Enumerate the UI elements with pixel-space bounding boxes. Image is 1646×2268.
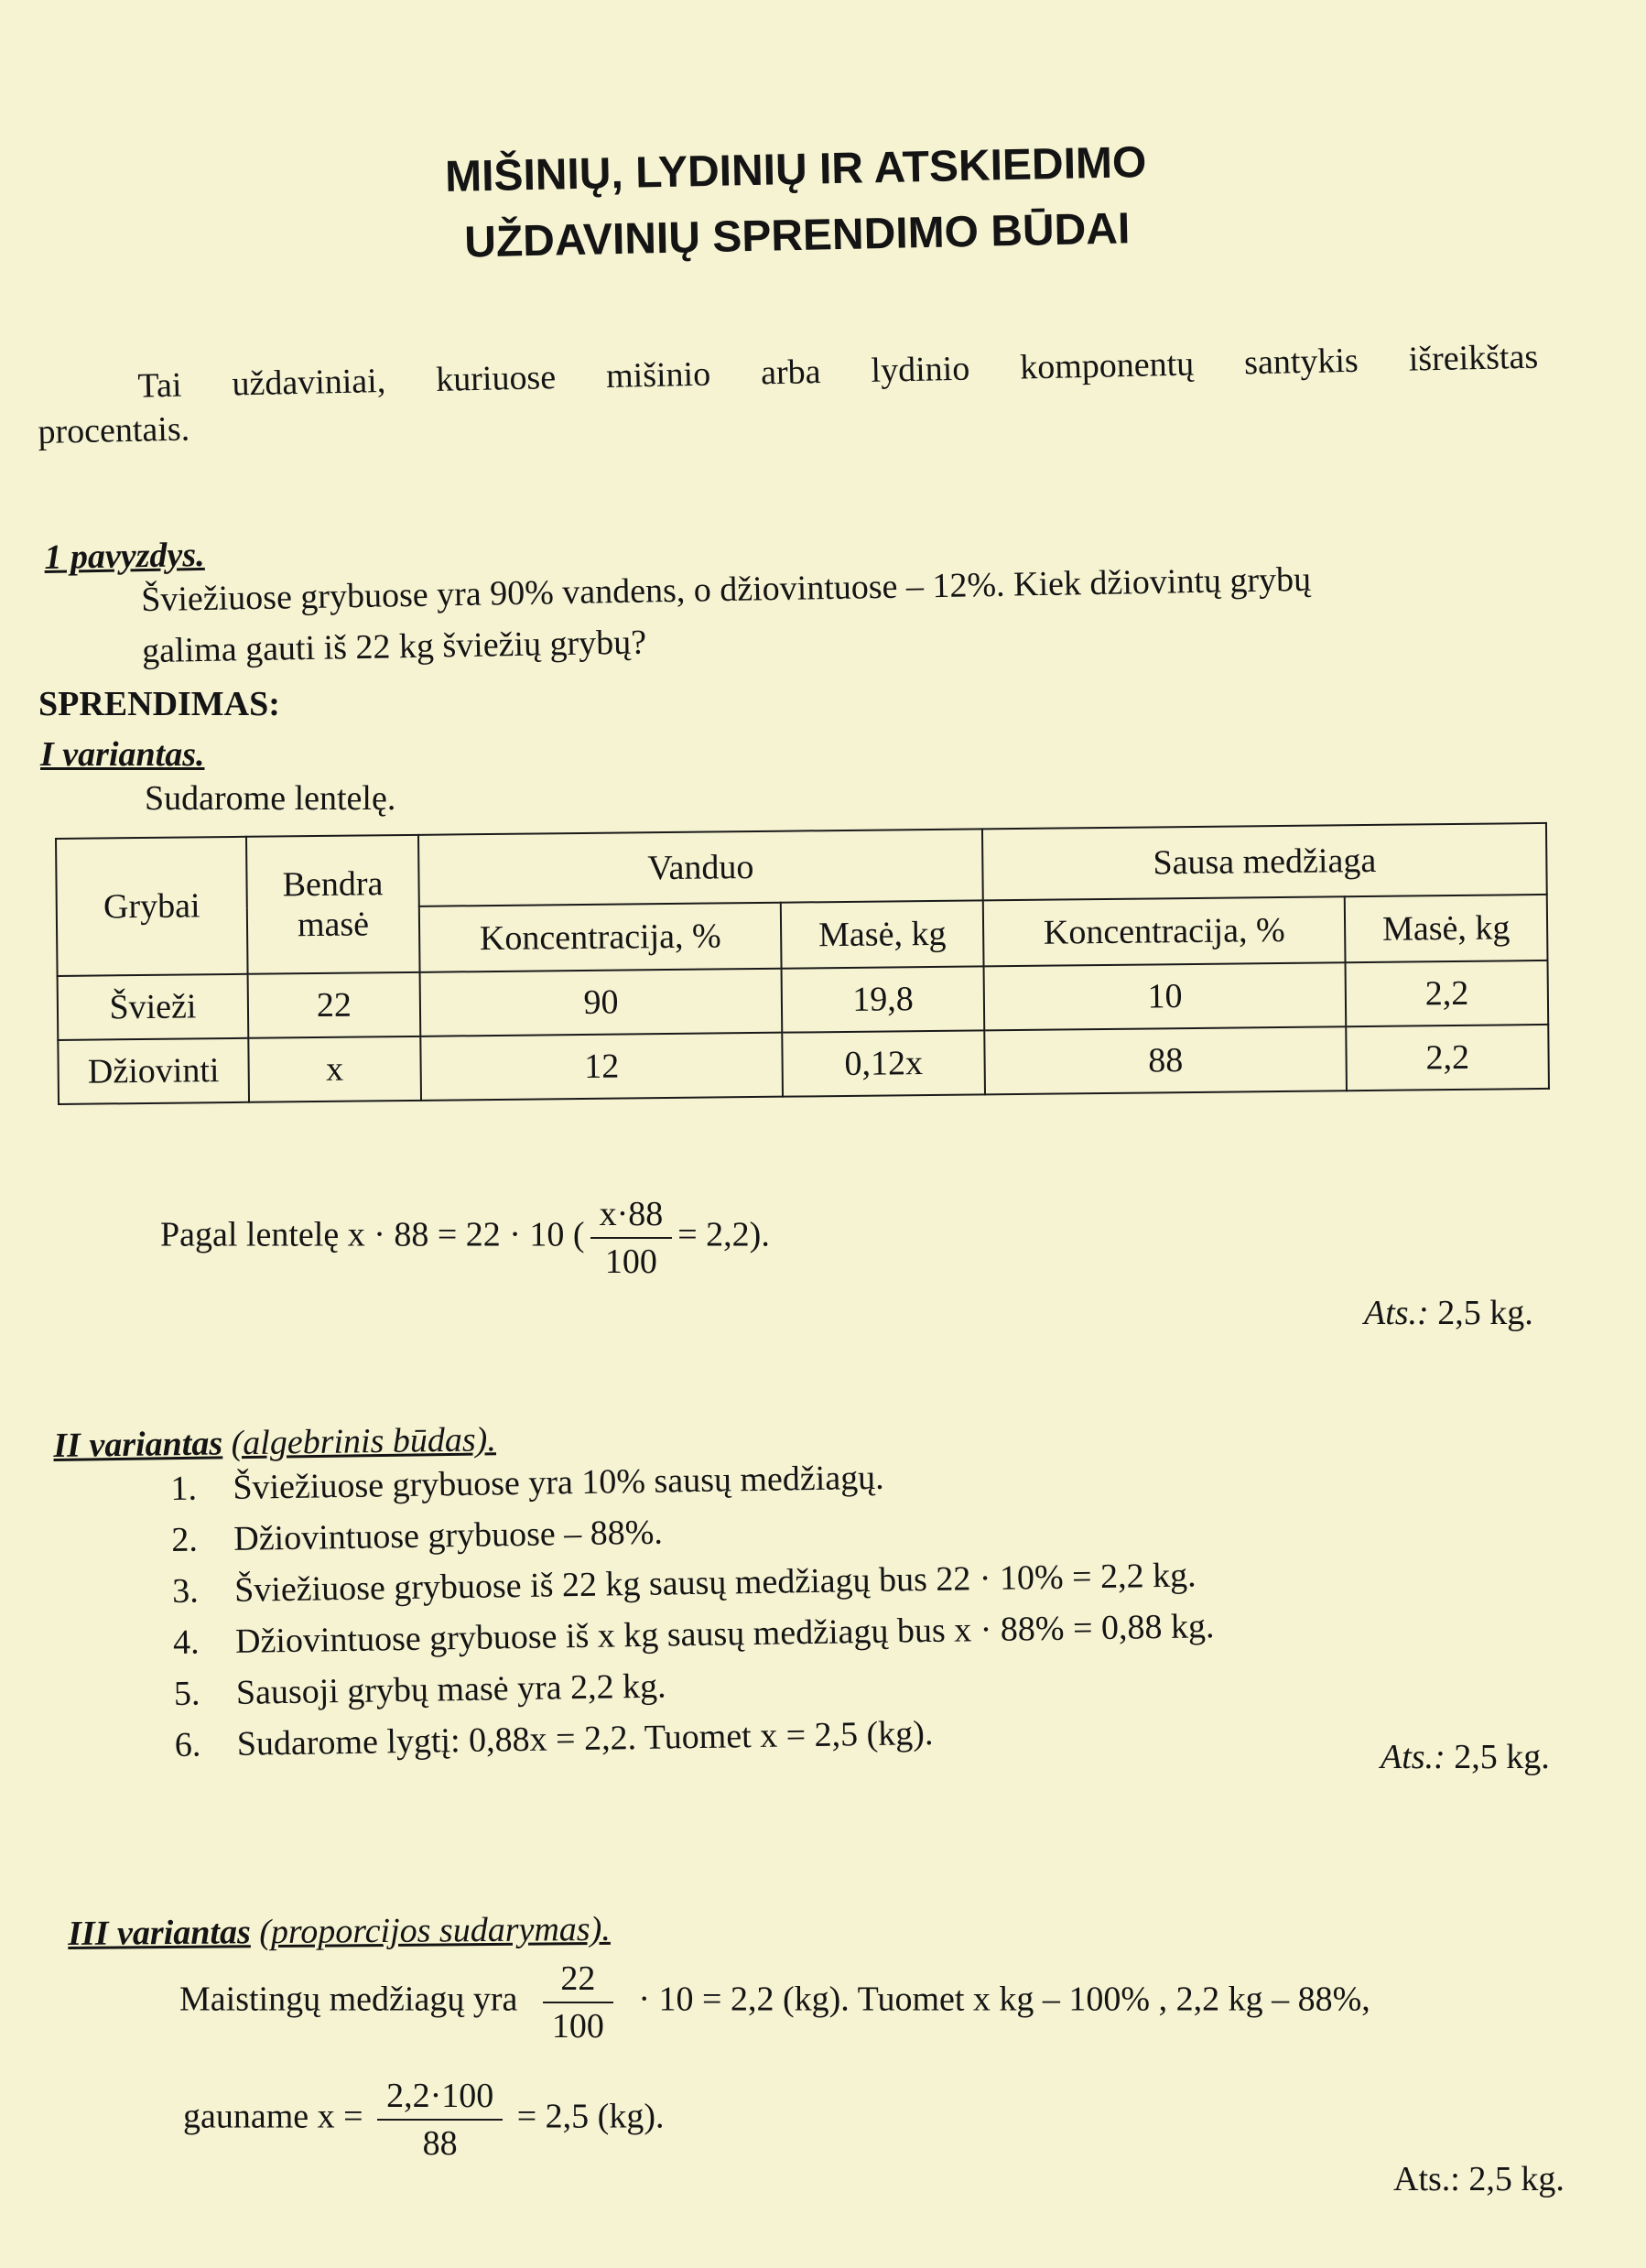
- variant-3-heading-bold: III variantas: [68, 1913, 251, 1953]
- data-table: [55, 822, 1550, 1105]
- subheader-vanduo-mase: Masė, kg: [781, 900, 983, 968]
- variant-2-answer: [1381, 1735, 1550, 1779]
- example-label: 1 pavyzdys.: [44, 535, 205, 577]
- subheader-sausa-mase: Masė, kg: [1345, 895, 1547, 962]
- fraction-denominator: 100: [604, 1243, 657, 1281]
- subheader-vanduo-koncentracija: Koncentracija, %: [419, 903, 782, 972]
- variant-3-heading: [68, 1907, 611, 1956]
- step-number: 1.: [170, 1469, 198, 1508]
- intro-line-1: Tai uždaviniai, kuriuose mišinio arba lydinio komponentų santykis išreikštas: [137, 337, 1539, 406]
- header-grybai: Grybai: [56, 837, 248, 976]
- formula-suffix: = 2,2).: [677, 1215, 770, 1254]
- answer-label: Ats.:: [1393, 2160, 1460, 2198]
- header-bendra-line1: Bendra: [282, 864, 384, 905]
- step-number: 3.: [171, 1571, 200, 1611]
- answer-value: 2,5 kg.: [1454, 1738, 1550, 1776]
- step-number: 5.: [173, 1674, 200, 1713]
- cell-mase: x: [248, 1036, 421, 1102]
- step-text: Šviežiuose grybuose iš 22 kg sausų medžiagų bus 22 · 10% = 2,2 kg.: [233, 1556, 1197, 1610]
- formula-prefix: Pagal lentelę x · 88 = 22 · 10 (: [160, 1215, 585, 1254]
- step-text: Sausoji grybų masė yra 2,2 kg.: [235, 1666, 666, 1712]
- cell-name: Džiovinti: [58, 1038, 249, 1104]
- step-text: Džiovintuose grybuose iš x kg sausų medžiagų bus x · 88% = 0,88 kg.: [234, 1607, 1215, 1661]
- variant-3-line-1: [179, 1959, 1370, 2046]
- answer-label: Ats.:: [1364, 1294, 1429, 1332]
- fraction-numerator: 22: [543, 1959, 613, 2003]
- step-text: Džiovintuose grybuose – 88%.: [233, 1513, 664, 1558]
- fraction-denominator: 100: [551, 2007, 604, 2046]
- intro-paragraph: [37, 335, 1540, 454]
- example-block: [44, 514, 1312, 675]
- cell-mase: 22: [248, 972, 421, 1038]
- line1-fraction: [543, 1959, 613, 2046]
- fraction-numerator: x·88: [590, 1195, 673, 1239]
- step-text: Šviežiuose grybuose yra 10% sausų medžiagų.: [233, 1458, 884, 1507]
- cell-v-konc: 12: [420, 1033, 783, 1101]
- answer-label: Ats.:: [1381, 1738, 1446, 1776]
- line1-suffix: · 10 = 2,2 (kg). Tuomet x kg – 100% , 2,2 kg – 88%,: [638, 1980, 1370, 2019]
- subheader-sausa-koncentracija: Koncentracija, %: [983, 896, 1346, 966]
- line2-prefix: gauname x =: [183, 2097, 363, 2136]
- cell-v-mase: 19,8: [782, 966, 984, 1032]
- answer-value: 2,5 kg.: [1437, 1294, 1533, 1332]
- variant-2-steps: [170, 1447, 1217, 1771]
- title-line-2: UŽDAVINIŲ SPRENDIMO BŪDAI: [463, 204, 1131, 267]
- header-bendra-line2: masė: [297, 905, 370, 945]
- cell-s-konc: 88: [984, 1026, 1347, 1094]
- step-number: 2.: [170, 1520, 199, 1559]
- intro-line-2: procentais.: [38, 409, 190, 451]
- variant-3-heading-rest: (proporcijos sudarymas).: [259, 1909, 611, 1952]
- cell-s-mase: 2,2: [1347, 1025, 1549, 1091]
- cell-s-mase: 2,2: [1346, 960, 1548, 1026]
- solution-heading: SPRENDIMAS:: [38, 685, 280, 723]
- fraction-numerator: 2,2·100: [377, 2077, 503, 2121]
- header-sausa-medziaga: Sausa medžiaga: [982, 823, 1547, 900]
- page-title: [301, 127, 1293, 280]
- variant-1-answer: [1364, 1291, 1533, 1335]
- variant-1-text: Sudarome lentelę.: [145, 779, 396, 818]
- variant-2-heading-rest: (algebrinis būdas).: [231, 1420, 497, 1463]
- fraction-denominator: 88: [422, 2124, 458, 2163]
- answer-value: 2,5 kg.: [1468, 2160, 1565, 2198]
- example-text-line-2: galima gauti iš 22 kg šviežių grybų?: [141, 623, 647, 671]
- variant-2-heading-bold: II variantas: [53, 1424, 223, 1465]
- header-vanduo: Vanduo: [418, 829, 983, 906]
- header-bendra-mase: [246, 835, 420, 974]
- variant-1-formula: [160, 1195, 770, 1281]
- variant-3-answer: [1393, 2157, 1565, 2201]
- example-text-line-1: Šviežiuose grybuose yra 90% vandens, o džiovintuose – 12%. Kiek džiovintų grybų: [140, 559, 1312, 620]
- step-text: Sudarome lygtį: 0,88x = 2,2. Tuomet x = 2,5 (kg).: [236, 1713, 934, 1763]
- step-number: 4.: [172, 1622, 200, 1662]
- cell-name: Švieži: [58, 974, 249, 1040]
- line1-prefix: Maistingų medžiagų yra: [179, 1980, 518, 2019]
- step-number: 6.: [174, 1725, 201, 1764]
- variant-1-heading: I variantas.: [40, 735, 205, 774]
- cell-s-konc: 10: [984, 962, 1347, 1030]
- cell-v-mase: 0,12x: [783, 1030, 985, 1096]
- formula-fraction: [590, 1195, 673, 1281]
- line2-suffix: = 2,5 (kg).: [516, 2097, 665, 2136]
- cell-v-konc: 90: [420, 969, 783, 1036]
- variant-3-line-2: [183, 2077, 665, 2163]
- line2-fraction: [377, 2077, 503, 2163]
- title-line-1: MIŠINIŲ, LYDINIŲ IR ATSKIEDIMO: [444, 137, 1147, 202]
